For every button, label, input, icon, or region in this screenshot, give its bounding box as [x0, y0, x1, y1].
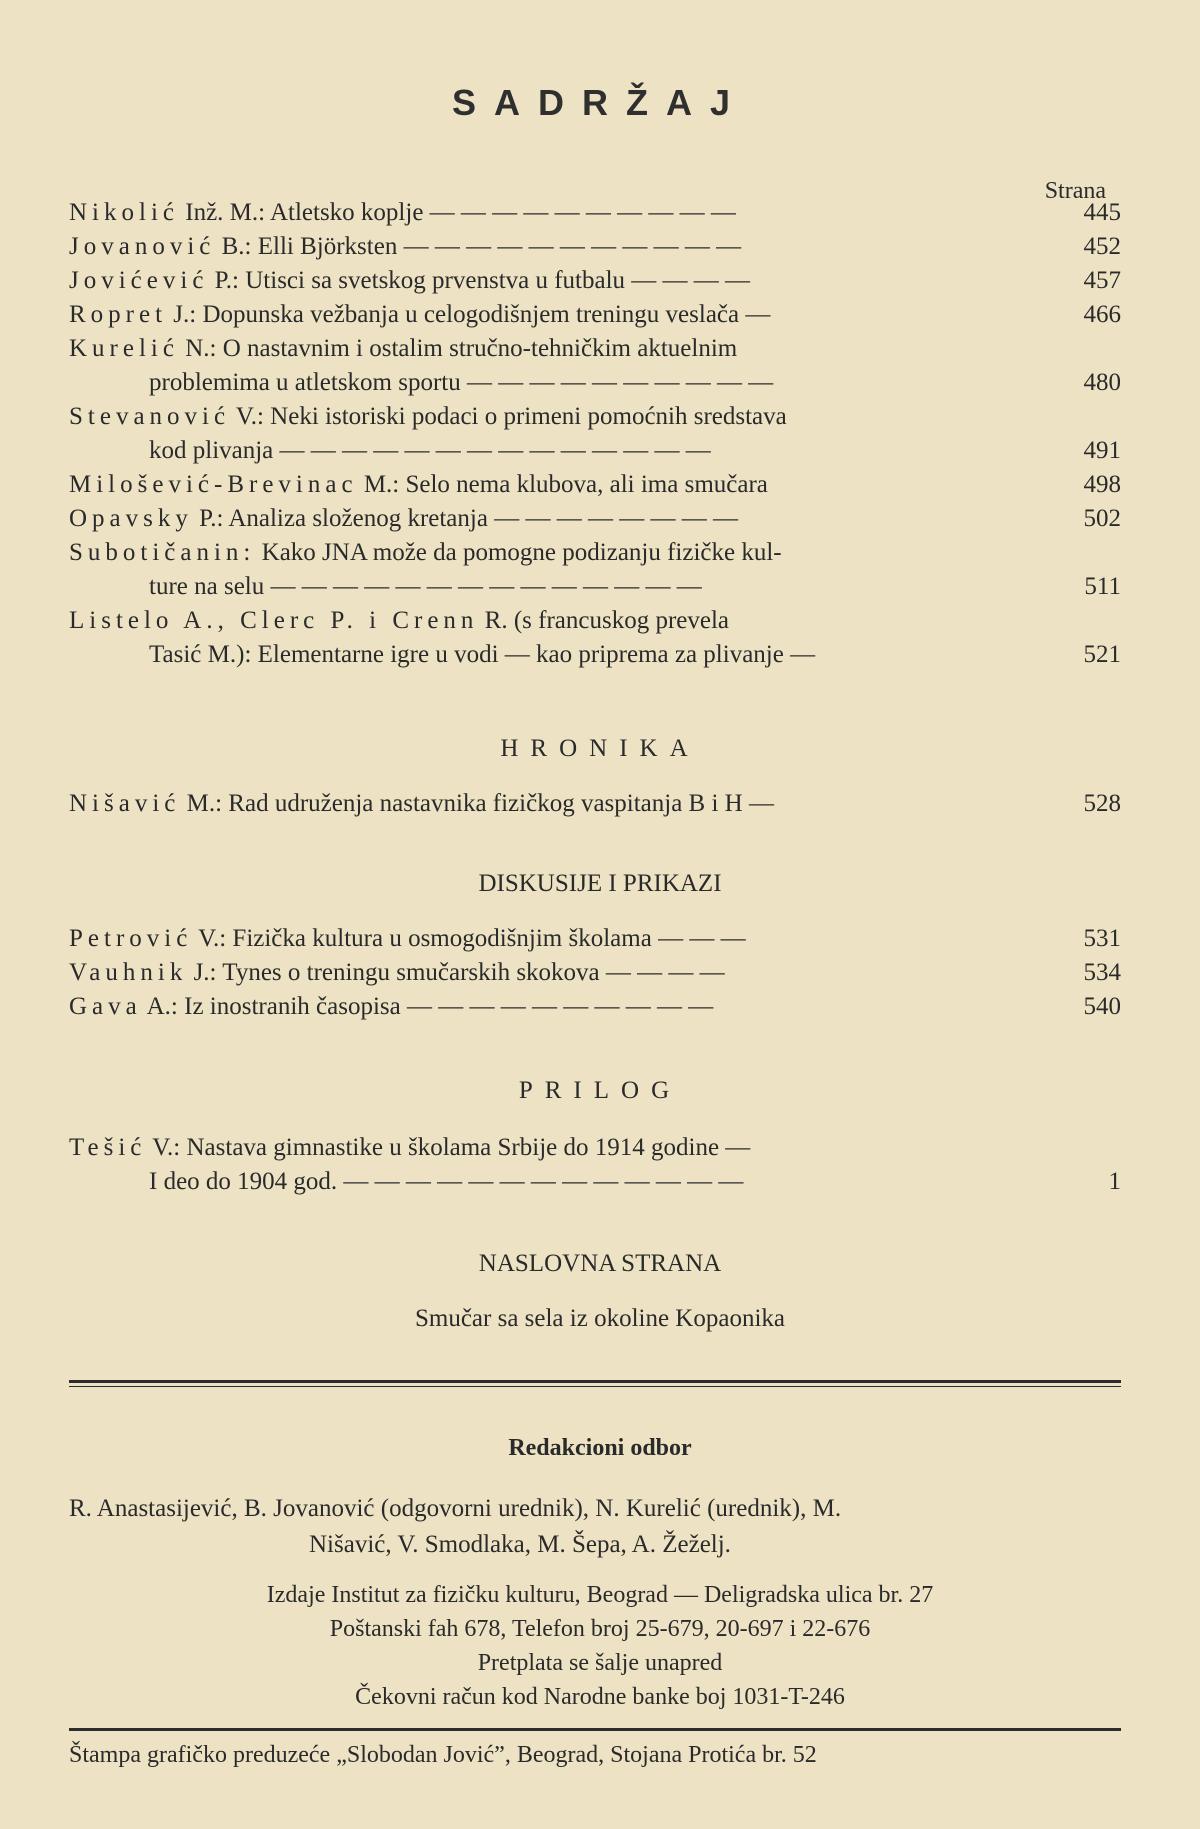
entry-author: Milošević-Brevinac	[69, 471, 358, 498]
editorial-board	[69, 1491, 1121, 1563]
entry-page: 1	[1108, 1168, 1121, 1195]
toc-entry	[69, 196, 1121, 230]
entry-page: 534	[1083, 959, 1121, 986]
entry-author: Subotičanin:	[69, 539, 256, 566]
entry-title: R. (s francuskog prevela	[484, 607, 730, 634]
entry-page: 531	[1083, 925, 1121, 952]
entry-page: 521	[1083, 641, 1121, 668]
toc-entry	[69, 787, 1121, 821]
entry-title: P.: Utisci sa svetskog prvenstva u futbalu — — — —	[214, 267, 751, 294]
editorial-board-line: Nišavić, V. Smodlaka, M. Šepa, A. Žeželj.	[309, 1531, 731, 1558]
entry-author: Listelo A., Clerc P. i Crenn	[69, 607, 479, 634]
divider-rule	[69, 1380, 1121, 1383]
entry-title-cont: problemima u atletskom sportu — — — — — — — — — —	[149, 369, 774, 396]
entry-page: 491	[1083, 437, 1121, 464]
editorial-board-title: Redakcioni odbor	[508, 1435, 692, 1461]
divider-rule	[69, 1386, 1121, 1387]
entry-title: J.: Tynes o treningu smučarskih skokova — — — —	[193, 959, 725, 986]
entry-page: 511	[1084, 573, 1121, 600]
entry-author: Petrović	[69, 925, 193, 952]
entry-author: Kurelić	[69, 335, 179, 362]
entry-title-cont: I deo do 1904 god. — — — — — — — — — — — — —	[149, 1168, 744, 1195]
entry-author: Nikolić	[69, 199, 179, 226]
publisher-line: Pretplata se šalje unapred	[477, 1650, 723, 1676]
entry-title: V.: Neki istoriski podaci o primeni pomoćnih sredstava	[235, 403, 787, 430]
entry-author: Nišavić	[69, 790, 181, 817]
entry-author: Opavsky	[69, 505, 193, 532]
entry-title: P.: Analiza složenog kretanja — — — — — — — —	[199, 505, 738, 532]
divider-rule	[69, 1728, 1121, 1731]
entry-author: Jovanović	[69, 233, 216, 260]
entry-page: 452	[1083, 233, 1121, 260]
entry-page: 480	[1083, 369, 1121, 396]
toc-entry	[69, 1131, 1121, 1199]
entry-page: 498	[1083, 471, 1121, 498]
entry-title: A.: Iz inostranih časopisa — — — — — — — — — —	[146, 993, 714, 1020]
entry-page: 445	[1083, 199, 1121, 226]
entry-title-cont: ture na selu — — — — — — — — — — — — — —	[149, 573, 702, 600]
entry-author: Vauhnik	[69, 959, 188, 986]
entry-author: Tešić	[69, 1134, 147, 1161]
toc-entry	[69, 536, 1121, 604]
toc-entry	[69, 230, 1121, 264]
toc-entry	[69, 298, 1121, 332]
entry-title: V.: Fizička kultura u osmogodišnjim školama — — —	[198, 925, 746, 952]
entry-page: 540	[1083, 993, 1121, 1020]
entry-author: Ropret	[69, 301, 168, 328]
entry-title: M.: Selo nema klubova, ali ima smučara	[363, 471, 768, 498]
entry-title: Kako JNA može da pomogne podizanju fizičke kul-	[261, 539, 782, 566]
section-heading-hronika: HRONIKA	[500, 735, 700, 762]
toc-entry	[69, 956, 1121, 990]
publisher-line: Izdaje Institut za fizičku kulturu, Beograd — Deligradska ulica br. 27	[266, 1582, 934, 1608]
toc-entry	[69, 468, 1121, 502]
toc-entry	[69, 400, 1121, 468]
entry-title: Inž. M.: Atletsko koplje — — — — — — — — — —	[185, 199, 736, 226]
entry-author: Jovićević	[69, 267, 209, 294]
page-title: SADRŽAJ	[451, 82, 748, 123]
page-column-header: Strana	[1044, 178, 1106, 204]
section-heading-diskusije: DISKUSIJE I PRIKAZI	[478, 870, 722, 897]
publisher-line: Poštanski fah 678, Telefon broj 25-679, 20-697 i 22-676	[329, 1616, 871, 1642]
entry-author: Gava	[69, 993, 142, 1020]
editorial-board-line: R. Anastasijević, B. Jovanović (odgovorni urednik), N. Kurelić (urednik), M.	[69, 1495, 842, 1522]
entry-page: 528	[1083, 790, 1121, 817]
publisher-info	[0, 1578, 1200, 1714]
toc-entry	[69, 922, 1121, 956]
entry-author: Stevanović	[69, 403, 231, 430]
entry-page: 466	[1083, 301, 1121, 328]
entry-title: N.: O nastavnim i ostalim stručno-tehničkim aktuelnim	[185, 335, 738, 362]
entry-page: 457	[1083, 267, 1121, 294]
entry-title: B.: Elli Björksten — — — — — — — — — — —	[221, 233, 742, 260]
toc-entry	[69, 604, 1121, 672]
toc-entry	[69, 264, 1121, 298]
section-heading-naslovna: NASLOVNA STRANA	[478, 1250, 722, 1277]
toc-entry	[69, 332, 1121, 400]
entry-page: 502	[1083, 505, 1121, 532]
entry-title: M.: Rad udruženja nastavnika fizičkog vaspitanja B i H —	[186, 790, 774, 817]
section-heading-prilog: PRILOG	[518, 1077, 682, 1104]
entry-title-cont: Tasić M.): Elementarne igre u vodi — kao priprema za plivanje —	[149, 641, 816, 668]
entry-title: V.: Nastava gimnastike u školama Srbije do 1914 godine —	[152, 1134, 751, 1161]
cover-description: Smučar sa sela iz okoline Kopaonika	[414, 1305, 786, 1332]
printer-info: Štampa grafičko preduzeće „Slobodan Jović”, Beograd, Stojana Protića br. 52	[69, 1742, 817, 1768]
toc-entry	[69, 990, 1121, 1024]
toc-entry	[69, 502, 1121, 536]
entry-title-cont: kod plivanja — — — — — — — — — — — — — —	[149, 437, 711, 464]
publisher-line: Čekovni račun kod Narodne banke boj 1031-T-246	[355, 1684, 845, 1710]
entry-title: J.: Dopunska vežbanja u celogodišnjem treningu veslača —	[173, 301, 771, 328]
